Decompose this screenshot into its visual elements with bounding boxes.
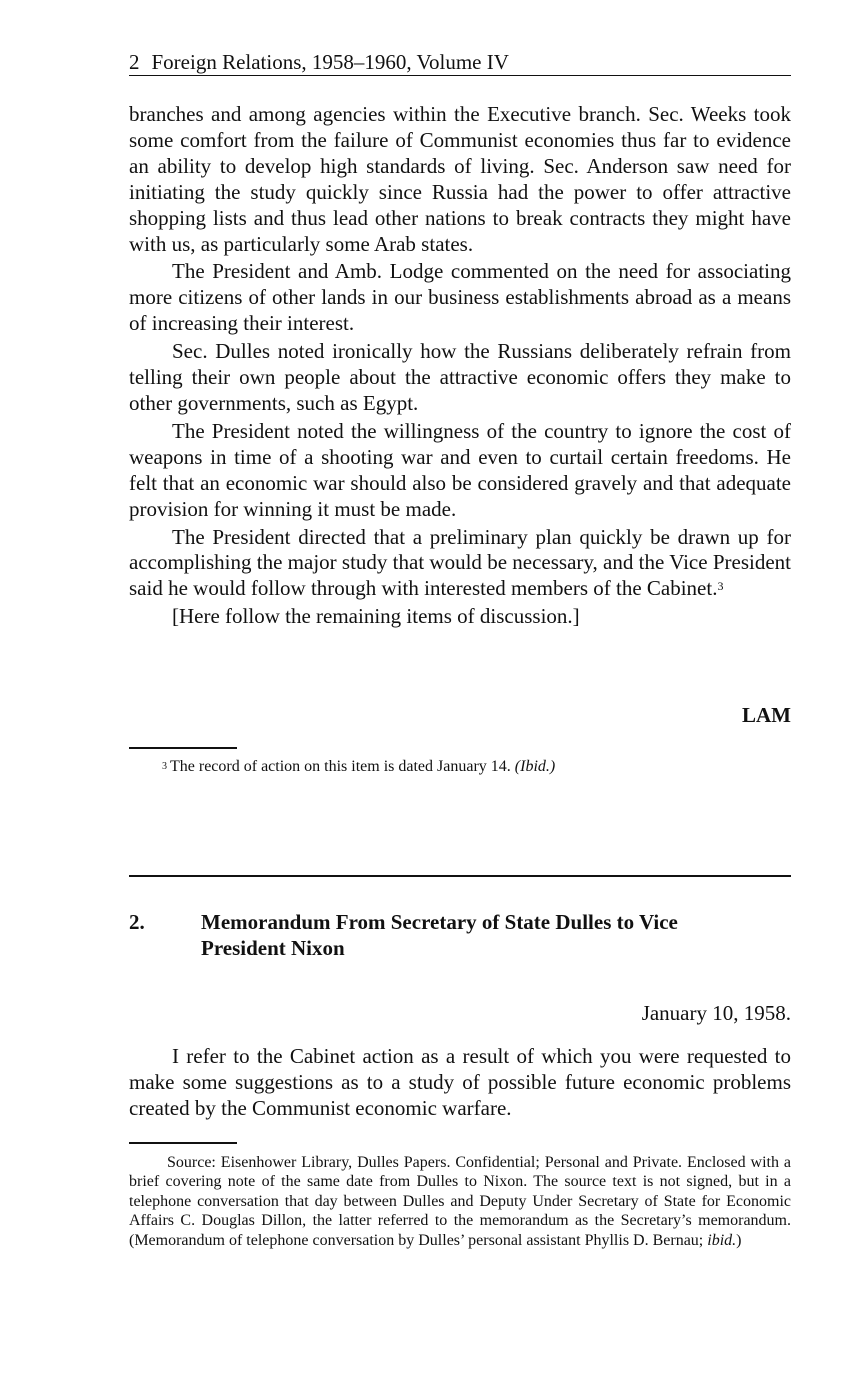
footnote-marker: 3 [162, 761, 167, 772]
document-number: 2. [129, 910, 145, 934]
source-close: ) [736, 1231, 742, 1249]
section-divider [129, 875, 791, 877]
running-title: Foreign Relations, 1958–1960, Volume IV [151, 50, 509, 74]
source-note [129, 1153, 791, 1250]
page-number: 2 [129, 50, 140, 74]
document-title: Memorandum From Secretary of State Dulles to Vice President Nixon [201, 910, 678, 960]
paragraph: Sec. Dulles noted ironically how the Russians deliberately refrain from telling their own people about the attractive economic offers they make to other governments, such as Egypt. [129, 339, 791, 415]
paragraph: [Here follow the remaining items of discussion.] [172, 604, 580, 629]
paragraph-text: The President directed that a preliminary plan quickly be drawn up for accomplishing the major study that would be necessary, and the Vice President said he would follow through with interested members of the Cabinet. [129, 524, 791, 601]
footnote-citation: (Ibid.) [514, 758, 556, 775]
running-head [129, 50, 791, 76]
source-text: Source: Eisenhower Library, Dulles Papers. Confidential; Personal and Private. Enclosed with a brief covering note of the same date from Dulles to Nixon. The source text is not signed, but in a telephone conversation that day between Dulles and Deputy Under Secretary of State for Economic Affairs C. Douglas Dillon, the latter referred to the memorandum as the Secretary’s memorandum. (Memorandum of telephone conversation by Dulles’ personal assistant Phyllis D. Bernau; [129, 1154, 791, 1249]
footnote-text: The record of action on this item is dated January 14. [170, 758, 511, 775]
paragraph: branches and among agencies within the Executive branch. Sec. Weeks took some comfort from the failure of Communist economies thus far to evidence an ability to develop high standards of living. Sec. Anderson saw need for initiating the study quickly since Russia had the power to offer attractive shopping lists and thus lead other nations to break contracts they might have with us, as particularly some Arab states. [129, 102, 791, 256]
memo-text: I refer to the Cabinet action as a result of which you were requested to make some suggestions as to a study of possible future economic problems created by the Communist economic warfare. [129, 1044, 791, 1120]
source-citation: ibid. [707, 1231, 737, 1249]
source-divider [129, 1142, 237, 1144]
paragraph [129, 525, 791, 603]
paragraph: The President and Amb. Lodge commented on the need for associating more citizens of other lands in our business establishments abroad as a means of increasing their interest. [129, 259, 791, 336]
initials: LAM [742, 703, 791, 727]
footnote-divider [129, 747, 237, 749]
body-text [129, 102, 791, 632]
document-date: January 10, 1958. [641, 1001, 791, 1025]
footnote [162, 757, 782, 776]
footnote-reference[interactable]: 3 [717, 579, 724, 594]
paragraph: The President noted the willingness of the country to ignore the cost of weapons in time of a shooting war and even to curtail certain freedoms. He felt that an economic war should also be considered gravely and that adequate provision for winning it must be made. [129, 418, 791, 521]
